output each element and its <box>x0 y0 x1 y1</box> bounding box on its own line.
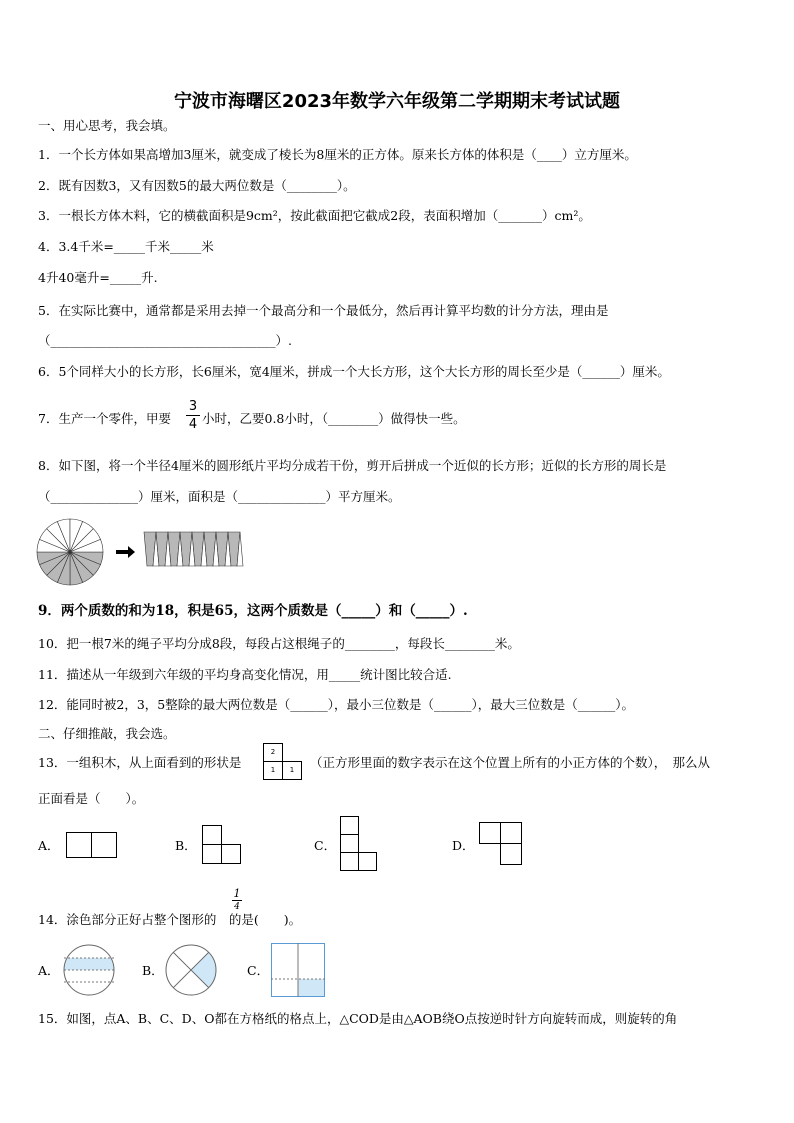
option-d-figure[interactable] <box>479 822 525 868</box>
option-d-label[interactable]: D． <box>452 838 475 853</box>
fraction-denominator: 4 <box>232 900 242 914</box>
option-14b-circle[interactable] <box>164 944 220 996</box>
grid-cell: 1 <box>263 761 283 780</box>
option-14c-label[interactable]: C． <box>247 963 270 978</box>
question-14: 14．涂色部分正好占整个图形的 的是( )。 <box>38 912 302 927</box>
arrow-icon <box>116 546 135 558</box>
shaded-region <box>298 979 324 996</box>
question-8-line-2: （______________）厘米，面积是（______________）平方厘米。 <box>38 489 401 504</box>
option-14c-square[interactable] <box>271 943 327 999</box>
option-a-label[interactable]: A． <box>38 838 60 853</box>
option-14a-circle[interactable] <box>60 944 120 996</box>
question-4-line-1: 4．3.4千米=_____千米_____米 <box>38 239 214 254</box>
grid-cell: 2 <box>263 743 283 762</box>
question-5-line-2: （____________________________________）. <box>38 333 292 348</box>
question-7-fraction <box>186 398 200 433</box>
option-c-label[interactable]: C． <box>314 838 337 853</box>
section-1-heading: 一、用心思考，我会填。 <box>38 118 176 133</box>
question-14-fraction <box>232 887 242 914</box>
option-c-figure[interactable] <box>340 816 380 874</box>
question-7-part-2: 小时，乙要0.8小时，（________）做得快一些。 <box>202 411 466 426</box>
approximate-rectangle <box>144 532 243 566</box>
question-11: 11．描述从一年级到六年级的平均身高变化情况，用_____统计图比较合适. <box>38 667 452 682</box>
question-13-part-3: 正面看是（ ）。 <box>38 791 145 806</box>
question-5-line-1: 5．在实际比赛中，通常都是采用去掉一个最高分和一个最低分，然后再计算平均数的计分方法，理由是 <box>38 303 609 318</box>
divided-circle <box>37 519 103 585</box>
circle-to-rectangle-figure <box>36 518 276 588</box>
shaded-band <box>60 958 120 970</box>
option-b-label[interactable]: B． <box>175 838 197 853</box>
question-15: 15．如图，点A、B、C、D、O都在方格纸的格点上，△COD是由△AOB绕O点按逆时针方向旋转而成，则旋转的角 <box>38 1011 678 1026</box>
question-4-line-2: 4升40毫升=_____升. <box>38 270 158 285</box>
fraction-numerator: 1 <box>233 887 241 900</box>
question-13-part-2: （正方形里面的数字表示在这个位置上所有的小正方体的个数）， 那么从 <box>310 755 711 770</box>
top-view-grid <box>263 743 303 780</box>
question-6: 6．5个同样大小的长方形，长6厘米，宽4厘米，拼成一个大长方形，这个大长方形的周长至少是（______）厘米。 <box>38 364 670 379</box>
question-1: 1．一个长方体如果高增加3厘米，就变成了棱长为8厘米的正方体。原来长方体的体积是（____）立方厘米。 <box>38 147 637 162</box>
option-14b-label[interactable]: B． <box>142 963 164 978</box>
grid-cell: 1 <box>282 761 302 780</box>
question-10: 10．把一根7米的绳子平均分成8段，每段占这根绳子的________，每段长________米。 <box>38 636 520 651</box>
option-b-figure[interactable] <box>202 825 244 865</box>
option-a-figure[interactable] <box>66 832 120 860</box>
fraction-numerator: 3 <box>188 399 198 414</box>
question-3: 3．一根长方体木料，它的横截面积是9cm²，按此截面把它截成2段，表面积增加（_______）cm²。 <box>38 208 591 223</box>
question-9: 9．两个质数的和为18，积是65，这两个质数是（_____）和（_____）. <box>38 603 468 619</box>
section-2-heading: 二、仔细推敲，我会选。 <box>38 726 176 741</box>
question-12: 12．能同时被2，3，5整除的最大两位数是（______），最小三位数是（______），最大三位数是（______）。 <box>38 697 635 712</box>
question-2: 2．既有因数3，又有因数5的最大两位数是（________）。 <box>38 178 356 193</box>
question-8-line-1: 8．如下图，将一个半径4厘米的圆形纸片平均分成若干份，剪开后拼成一个近似的长方形；近似的长方形的周长是 <box>38 458 667 473</box>
question-7-part-1: 7．生产一个零件，甲要 <box>38 411 171 426</box>
option-14a-label[interactable]: A． <box>38 963 60 978</box>
page-title: 宁波市海曙区2023年数学六年级第二学期期末考试试题 <box>173 91 621 112</box>
fraction-denominator: 4 <box>186 415 200 433</box>
question-13-part-1: 13．一组积木，从上面看到的形状是 <box>38 755 242 770</box>
